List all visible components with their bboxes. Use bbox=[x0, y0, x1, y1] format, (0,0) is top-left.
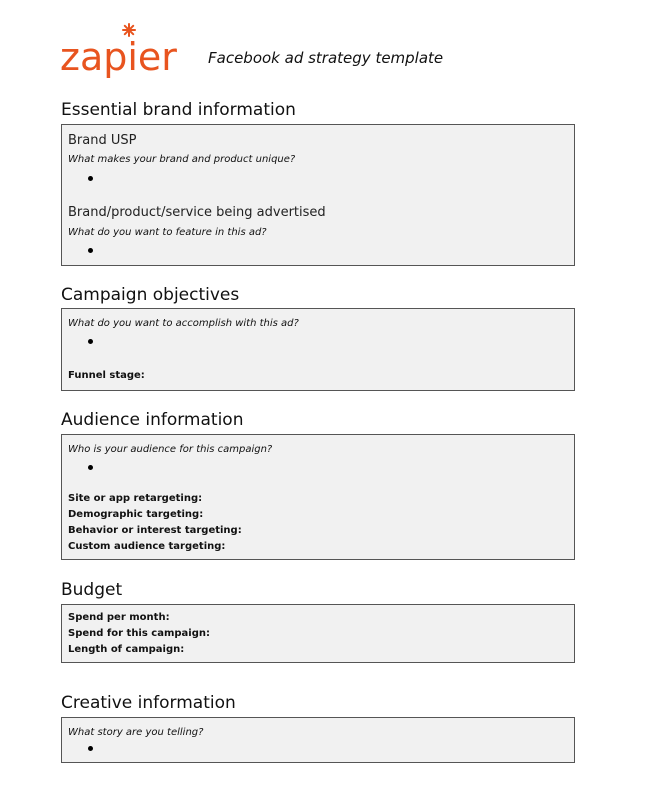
bullet-point bbox=[88, 339, 93, 344]
budget-box bbox=[61, 604, 575, 663]
zapier-logo bbox=[60, 22, 180, 80]
section-heading-creative: Creative information bbox=[61, 693, 236, 713]
retargeting-label: Site or app retargeting: bbox=[68, 493, 203, 504]
section-heading-campaign: Campaign objectives bbox=[61, 285, 240, 305]
logo-wordmark: zapier bbox=[60, 35, 177, 79]
product-prompt: What do you want to feature in this ad? bbox=[68, 227, 267, 238]
spend-per-month-label: Spend per month: bbox=[68, 612, 170, 623]
brand-usp-prompt: What makes your brand and product unique? bbox=[68, 154, 296, 165]
section-heading-budget: Budget bbox=[61, 580, 123, 600]
spend-campaign-label: Spend for this campaign: bbox=[68, 628, 211, 639]
custom-audience-label: Custom audience targeting: bbox=[68, 541, 226, 552]
brand-usp-heading: Brand USP bbox=[68, 133, 137, 148]
interest-label: Behavior or interest targeting: bbox=[68, 525, 242, 536]
bullet-point bbox=[88, 746, 93, 751]
document-header bbox=[60, 22, 580, 82]
section-heading-brand: Essential brand information bbox=[61, 100, 296, 120]
brand-info-box bbox=[61, 124, 575, 266]
campaign-prompt: What do you want to accomplish with this ad? bbox=[68, 318, 299, 329]
creative-prompt: What story are you telling? bbox=[68, 727, 204, 738]
section-heading-audience: Audience information bbox=[61, 410, 244, 430]
bullet-point bbox=[88, 248, 93, 253]
campaign-length-label: Length of campaign: bbox=[68, 644, 185, 655]
funnel-stage-label: Funnel stage: bbox=[68, 370, 145, 381]
creative-box bbox=[61, 717, 575, 763]
document-title: Facebook ad strategy template bbox=[208, 49, 444, 67]
audience-box bbox=[61, 434, 575, 560]
product-heading: Brand/product/service being advertised bbox=[68, 205, 326, 220]
demographic-label: Demographic targeting: bbox=[68, 509, 204, 520]
audience-prompt: Who is your audience for this campaign? bbox=[68, 444, 273, 455]
bullet-point bbox=[88, 465, 93, 470]
bullet-point bbox=[88, 176, 93, 181]
campaign-box bbox=[61, 308, 575, 391]
